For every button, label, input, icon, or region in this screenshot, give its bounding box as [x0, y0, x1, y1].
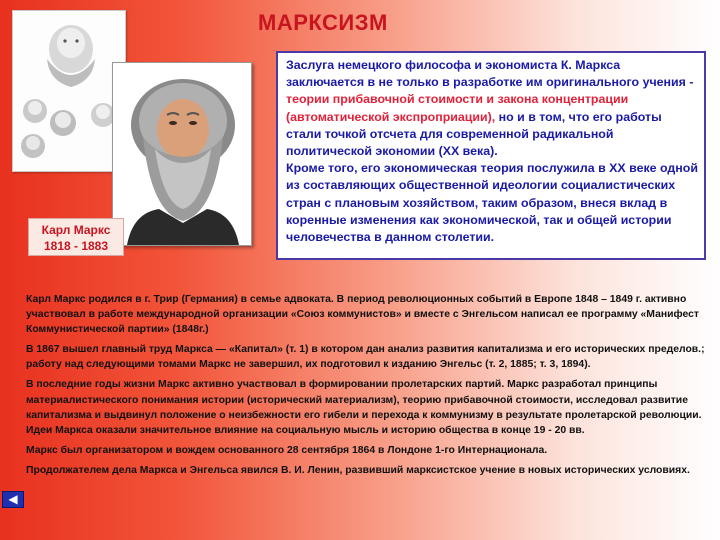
bio-paragraph: Карл Маркс родился в г. Трир (Германия) в семье адвоката. В период революционных событий в Европе 1848 – 1849 г. активно участвовал в работе международной организации «Союз коммунистов» и вместе с Энгельсом написал ее программу «Манифест Коммунистической партии» (1848г.)	[26, 294, 699, 336]
collage-portraits-drawing	[13, 11, 125, 171]
quote-highlight: теории прибавочной стоимости и закона концентрации (автоматической экспроприации),	[286, 92, 629, 124]
portrait-collage-image	[12, 10, 126, 172]
marx-portrait-drawing	[113, 63, 251, 245]
portrait-caption	[28, 218, 124, 256]
slide-title: МАРКСИЗМ	[258, 10, 388, 35]
bio-paragraph: Маркс был организатором и вождем основанного 28 сентября 1864 в Лондоне 1-го Интернационала.	[26, 444, 548, 456]
back-button[interactable]	[2, 491, 24, 508]
caption-name: Карл Маркс	[41, 223, 111, 237]
bio-paragraph: В 1867 вышел главный труд Маркса — «Капитал» (т. 1) в котором дан анализ развития капитализма и его исторических пределов.; работу над следующими томами Маркс не завершил, их подготовил к изданию Энгельс (т. 2, 1885; т. 3, 1894).	[26, 344, 705, 371]
bio-paragraph: Продолжателем дела Маркса и Энгельса явился В. И. Ленин, развивший марксистское учение в новых исторических условиях.	[26, 464, 690, 476]
back-arrow-icon: ◀	[8, 492, 18, 506]
bio-paragraph: В последние годы жизни Маркс активно участвовал в формировании пролетарских партий. Маркс разработал принципы материалистического понимания истории (исторический материализм), теорию прибавочной стоимости, исследовал развитие капитализма и выдвинул положение о неизбежности его гибели и перехода к коммунизму в результате пролетарской революции. Идеи Маркса оказали значительное влияние на социальную мысль и историю общества в конце 19 - 20 вв.	[26, 379, 702, 436]
quote-part2: но и в том, что его работы стали точкой отсчета для современной радикальной политической экономии (ХХ века).	[286, 109, 662, 159]
quote-part1: Заслуга немецкого философа и экономиста К. Маркса заключается в не только в разработке им оригинального учения -	[286, 58, 694, 90]
caption-years: 1818 - 1883	[43, 239, 109, 253]
merits-text-box	[276, 51, 706, 260]
karl-marx-portrait-image	[112, 62, 252, 246]
quote-part3: Кроме того, его экономическая теория послужила в ХХ веке одной из составляющих общественной идеологии социалистических стран с плановым хозяйством, таким образом, внеся вклад в коренные изменения как экономической, так и общей истории человечества в данном столетии.	[286, 161, 698, 245]
biography-text	[26, 292, 706, 483]
